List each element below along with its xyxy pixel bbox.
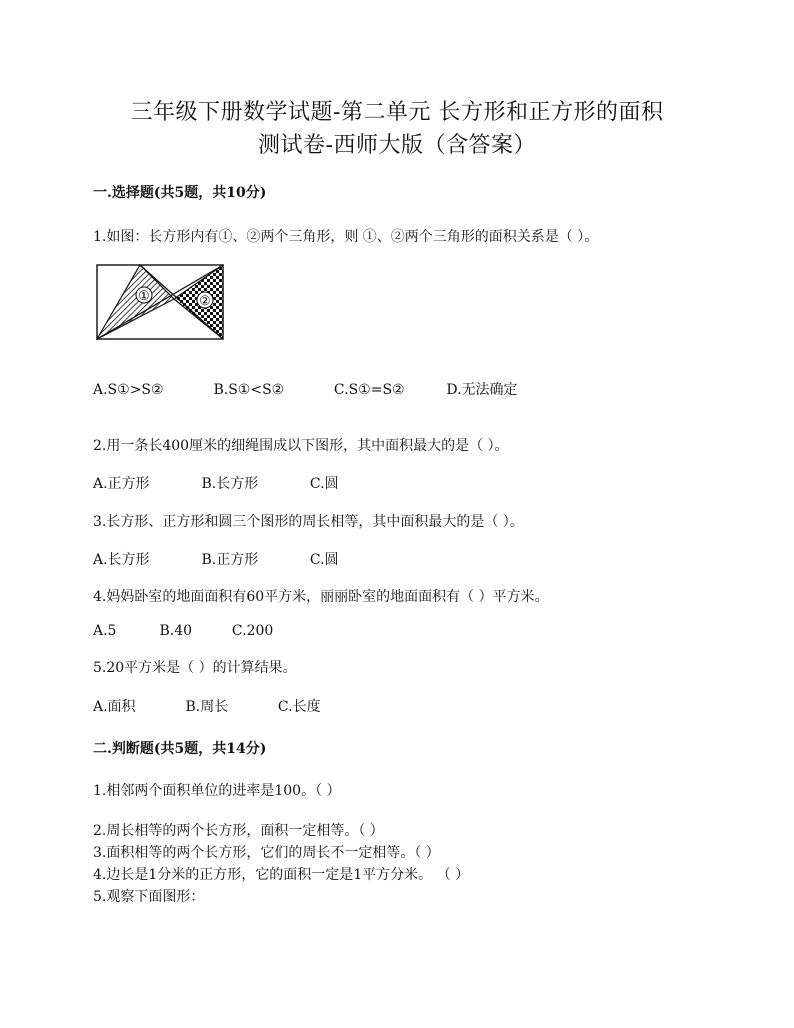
option-b: B.40 bbox=[159, 623, 193, 639]
judge-item-2: 2.周长相等的两个长方形，面积一定相等。（ ） bbox=[93, 823, 384, 839]
judge-item-4: 4.边长是1分米的正方形，它的面积一定是1平方分米。 （ ） bbox=[93, 867, 470, 883]
option-a: A.5 bbox=[93, 623, 117, 639]
option-c: C.S①=S② bbox=[333, 382, 405, 398]
option-a: A.S①>S② bbox=[93, 382, 164, 398]
question-1-figure bbox=[96, 264, 226, 346]
judge-item-5: 5.观察下面图形： bbox=[93, 889, 205, 905]
option-b: B.S①<S② bbox=[213, 382, 285, 398]
figure-label-1: ① bbox=[138, 289, 150, 304]
question-2-text: 2.用一条长400厘米的细绳围成以下图形，其中面积最大的是（ ）。 bbox=[93, 438, 509, 454]
page-title-line1: 三年级下册数学试题-第二单元 长方形和正方形的面积 bbox=[130, 100, 664, 125]
judge-item-3: 3.面积相等的两个长方形，它们的周长不一定相等。（ ） bbox=[93, 845, 440, 861]
rectangle-triangles-diagram bbox=[96, 264, 226, 342]
option-c: C.200 bbox=[231, 623, 274, 639]
option-d: D.无法确定 bbox=[446, 382, 518, 398]
question-3-options bbox=[93, 549, 339, 569]
section-heading-choice: 一.选择题(共5题，共10分) bbox=[93, 185, 267, 201]
figure-label-2: ② bbox=[199, 294, 211, 309]
option-a: A.正方形 bbox=[93, 476, 150, 492]
question-4-text: 4.妈妈卧室的地面面积有60平方米，丽丽卧室的地面面积有（ ）平方米。 bbox=[93, 589, 549, 605]
page-title-line2: 测试卷-西师大版（含答案） bbox=[258, 133, 536, 158]
question-5-options bbox=[93, 696, 321, 716]
section-heading-true-false: 二.判断题(共5题，共14分) bbox=[93, 741, 267, 757]
option-b: B.长方形 bbox=[201, 476, 259, 492]
option-c: C.圆 bbox=[309, 552, 339, 568]
question-2-options bbox=[93, 473, 339, 493]
question-1-options bbox=[93, 379, 518, 399]
option-a: A.长方形 bbox=[93, 552, 150, 568]
question-1-text: 1.如图：长方形内有①、②两个三角形，则 ①、②两个三角形的面积关系是（ ）。 bbox=[93, 229, 599, 245]
option-b: B.正方形 bbox=[201, 552, 259, 568]
question-3-text: 3.长方形、正方形和圆三个图形的周长相等，其中面积最大的是（ ）。 bbox=[93, 514, 524, 530]
judge-item-1: 1.相邻两个面积单位的进率是100。（ ） bbox=[93, 783, 341, 799]
option-b: B.周长 bbox=[185, 699, 229, 715]
option-c: C.圆 bbox=[309, 476, 339, 492]
question-5-text: 5.20平方米是（ ）的计算结果。 bbox=[93, 660, 297, 676]
option-c: C.长度 bbox=[277, 699, 321, 715]
option-a: A.面积 bbox=[93, 699, 136, 715]
question-4-options bbox=[93, 623, 273, 639]
